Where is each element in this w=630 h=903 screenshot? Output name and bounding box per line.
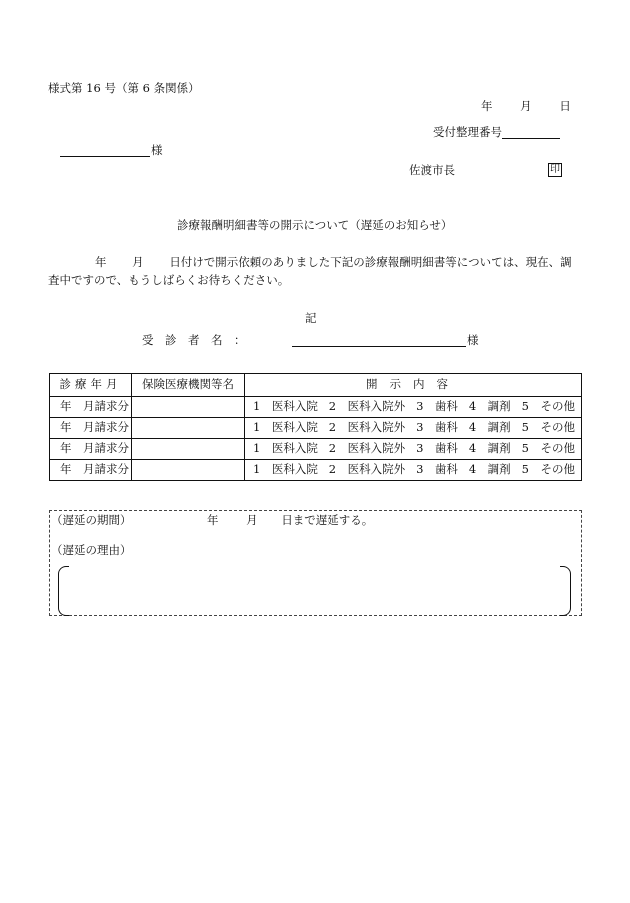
date-line [481, 101, 571, 113]
body-line-1-text: 日付けで開示依頼のありました下記の診療報酬明細書等については、現在、調 [169, 255, 572, 269]
row-options [245, 397, 582, 418]
body-month: 月 [132, 255, 144, 269]
receipt-number-label: 受付整理番号 [433, 125, 502, 139]
option-other[interactable]: 5 その他 [521, 420, 575, 435]
table-row [50, 397, 582, 418]
option-other[interactable]: 5 その他 [521, 462, 575, 477]
option-medical-inpatient[interactable]: 1 医科入院 [253, 441, 318, 456]
date-month: 月 [520, 99, 532, 113]
option-pharmacy[interactable]: 4 調剤 [468, 462, 511, 477]
header-content: 開示内容 [245, 374, 582, 397]
delay-period-label: （遅延の期間） [51, 513, 132, 527]
option-medical-inpatient[interactable]: 1 医科入院 [253, 462, 318, 477]
delay-day-text: 日まで遅延する。 [281, 513, 374, 527]
receipt-number-field[interactable] [502, 126, 560, 139]
option-dental[interactable]: 3 歯科 [416, 399, 458, 414]
option-other[interactable]: 5 その他 [521, 399, 575, 414]
table-row [50, 439, 582, 460]
row-month: 年 月請求分 [50, 418, 132, 439]
body-line-1 [95, 257, 572, 269]
row-institution-field[interactable] [132, 418, 245, 439]
row-institution-field[interactable] [132, 397, 245, 418]
reason-bracket-left [58, 566, 69, 616]
delay-period-date [207, 515, 373, 527]
row-institution-field[interactable] [132, 460, 245, 481]
patient-label: 受 診 者 名 ： [142, 333, 246, 347]
row-month: 年 月請求分 [50, 439, 132, 460]
option-medical-inpatient[interactable]: 1 医科入院 [253, 399, 318, 414]
row-options [245, 460, 582, 481]
table-row [50, 460, 582, 481]
row-month: 年 月請求分 [50, 460, 132, 481]
delay-month: 月 [246, 513, 258, 527]
body-year: 年 [95, 255, 107, 269]
issuer-name: 佐渡市長 [409, 163, 455, 177]
option-medical-inpatient[interactable]: 1 医科入院 [253, 420, 318, 435]
table-header-row [50, 374, 582, 397]
delay-reason-field[interactable] [70, 568, 558, 612]
reason-bracket-right [560, 566, 571, 616]
option-medical-outpatient[interactable]: 2 医科入院外 [328, 441, 406, 456]
option-other[interactable]: 5 その他 [521, 441, 575, 456]
option-dental[interactable]: 3 歯科 [416, 441, 458, 456]
row-institution-field[interactable] [132, 439, 245, 460]
table-row [50, 418, 582, 439]
seal-mark: 印 [550, 164, 560, 175]
option-dental[interactable]: 3 歯科 [416, 462, 458, 477]
patient-name-field[interactable] [292, 334, 466, 347]
option-pharmacy[interactable]: 4 調剤 [468, 399, 511, 414]
form-number: 様式第 16 号（第 6 条関係） [48, 81, 200, 95]
body-line-2: 査中ですので、もうしばらくお待ちください。 [48, 273, 290, 287]
ki-label: 記 [305, 311, 317, 325]
delay-year: 年 [207, 513, 219, 527]
option-pharmacy[interactable]: 4 調剤 [468, 420, 511, 435]
disclosure-table [49, 373, 582, 481]
date-day: 日 [559, 99, 571, 113]
option-medical-outpatient[interactable]: 2 医科入院外 [328, 420, 406, 435]
header-month: 診療年月 [50, 374, 132, 397]
option-pharmacy[interactable]: 4 調剤 [468, 441, 511, 456]
date-year: 年 [481, 99, 493, 113]
row-options [245, 418, 582, 439]
row-options [245, 439, 582, 460]
addressee-field[interactable] [60, 145, 150, 157]
option-medical-outpatient[interactable]: 2 医科入院外 [328, 399, 406, 414]
patient-suffix: 様 [467, 333, 479, 347]
option-dental[interactable]: 3 歯科 [416, 420, 458, 435]
addressee-suffix: 様 [151, 143, 163, 157]
delay-reason-label: （遅延の理由） [51, 543, 132, 557]
document-title: 診療報酬明細書等の開示について（遅延のお知らせ） [177, 218, 453, 232]
header-institution: 保険医療機関等名 [132, 374, 245, 397]
row-month: 年 月請求分 [50, 397, 132, 418]
option-medical-outpatient[interactable]: 2 医科入院外 [328, 462, 406, 477]
